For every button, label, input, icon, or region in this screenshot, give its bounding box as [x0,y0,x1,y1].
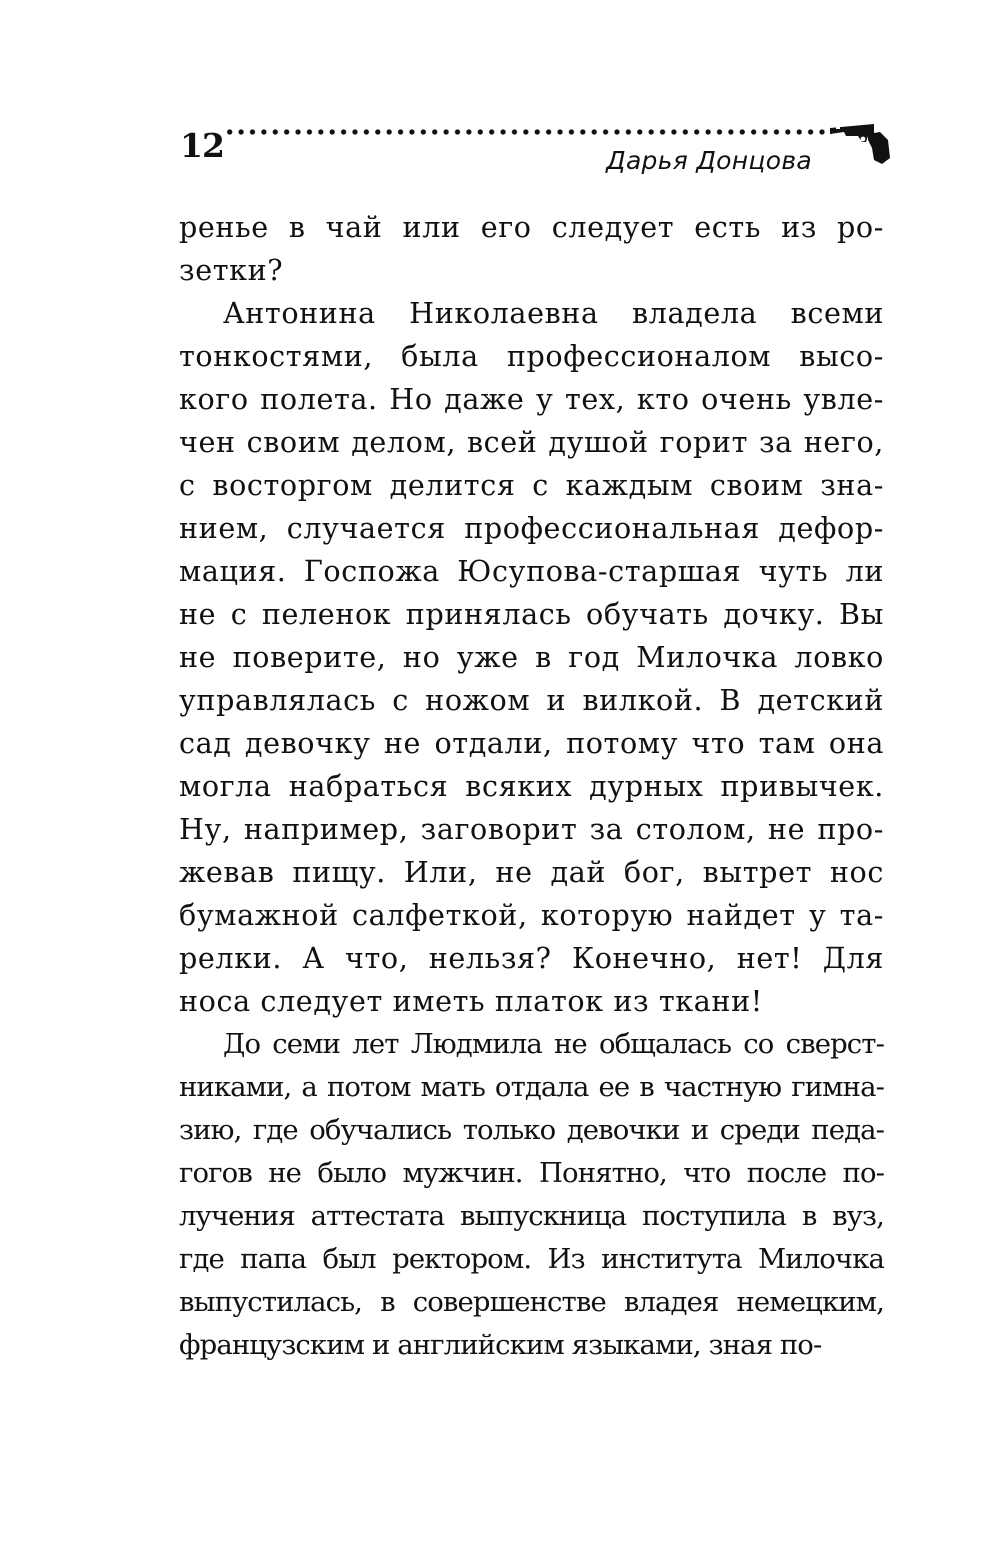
text-line: жевав пищу. Или, не дай бог, вытрет нос [179,855,884,889]
text-line: не поверите, но уже в год Милочка ловко [179,640,884,674]
paragraph [179,292,884,1023]
text-line: гогов не было мужчин. Понятно, что после по- [179,1157,884,1189]
text-line: сад девочку не отдали, потому что там она [179,726,884,760]
revolver-icon [828,118,890,170]
text-line: с восторгом делится с каждым своим зна- [179,468,884,502]
text-line: До семи лет Людмила не общалась со сверст- [223,1028,884,1060]
text-line: релки. А что, нельзя? Конечно, нет! Для [179,941,884,975]
text-line: лучения аттестата выпускница поступила в вуз, [179,1200,884,1232]
text-line: могла набраться всяких дурных привычек. [179,769,884,803]
text-line: бумажной салфеткой, которую найдет у та- [179,898,884,932]
text-line: где папа был ректором. Из института Милочка [179,1243,884,1275]
text-line: Ну, например, заговорит за столом, не про- [179,812,884,846]
text-line: Антонина Николаевна владела всеми [223,296,884,330]
text-line: ренье в чай или его следует есть из ро- [179,210,884,244]
paragraph [179,1023,884,1367]
book-page-text [179,206,884,1367]
text-line: нием, случается профессиональная дефор- [179,511,884,545]
text-line: французским и английским языками, зная по- [179,1329,822,1361]
text-line: кого полета. Но даже у тех, кто очень увле- [179,382,884,416]
text-line: не с пеленок принялась обучать дочку. Вы [179,597,884,631]
running-header [180,118,890,190]
text-line: управлялась с ножом и вилкой. В детский [179,683,884,717]
text-line: тонкостями, была профессионалом высо- [179,339,884,373]
paragraph [179,206,884,292]
text-line: зию, где обучались только девочки и среди педа- [179,1114,884,1146]
author-name: Дарья Донцова [606,146,812,175]
text-line: чен своим делом, всей душой горит за него, [179,425,884,459]
dotted-rule [224,127,832,137]
page-number: 12 [180,126,224,165]
text-line: зетки? [179,253,284,287]
text-line: выпустилась, в совершенстве владея немецким, [179,1286,884,1318]
text-line: никами, а потом мать отдала ее в частную гимна- [179,1071,884,1103]
text-line: носа следует иметь платок из ткани! [179,984,763,1018]
text-line: мация. Госпожа Юсупова-старшая чуть ли [179,554,884,588]
